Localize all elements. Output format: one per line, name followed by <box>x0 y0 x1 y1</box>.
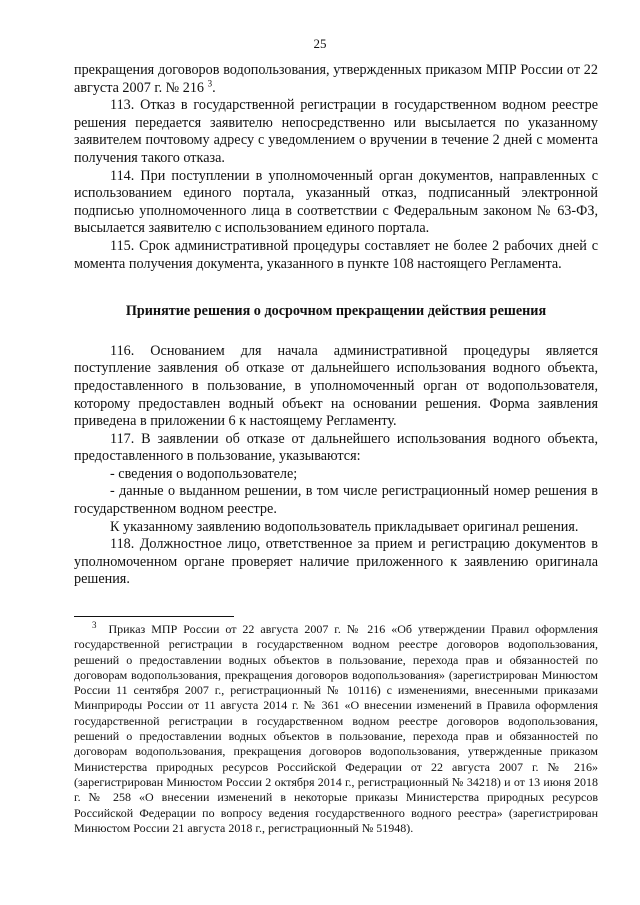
page-number: 25 <box>313 36 327 51</box>
footnote-text: $^3$ Приказ МПР России от 22 августа 2007 г. № 216 «Об утверждении Правил оформления государственной регистрации в государственном водном реестре договоров водопользования, решений о предоставлении водных объектов в пользование, перехода прав и обязанностей по договорам водопользования, прекращения договоров водопользования» (зарегистрирован Минюстом России 11 сентября 2007 г., регистрационный № 10116) с изменениями, внесенными приказами Минприроды России от 11 августа 2014 г. № 361 «О внесении изменений в Правила оформления государственной регистрации в государственном водном реестре договоров водопользования, решений о предоставлении водных объектов в пользование, перехода прав и обязанностей по договорам водопользования, прекращения договоров водопользования, утвержденные приказом Министерства природных ресурсов Российской Федерации от 22 августа 2007 г. № 216» (зарегистрирован Минюстом России 2 октября 2014 г., регистрационный № 34218) и от 13 июня 2018 г. № 258 «О внесении изменений в некоторые приказы Министерства природных ресурсов Российской Федерации по вопросу ведения государственного водного реестра» (зарегистрирован Минюстом России 21 августа 2018 г., регистрационный № 51948). <box>74 620 598 835</box>
footnote-divider <box>74 616 234 617</box>
paragraph-continued: прекращения договоров водопользования, утвержденных приказом МПР России от 22 августа 2007 г. № 216 $^3$. <box>74 62 598 96</box>
footnote <box>74 622 598 836</box>
list-item-decision-data: - данные о выданном решении, в том числе регистрационный номер решения в государственном водном реестре. <box>74 483 598 518</box>
paragraph-115: 115. Срок административной процедуры составляет не более 2 рабочих дней с момента получения документа, указанного в пункте 108 настоящего Регламента. <box>74 237 598 272</box>
paragraph-117: 117. В заявлении об отказе от дальнейшего использования водного объекта, предоставленного в пользование, указываются: <box>74 430 598 465</box>
paragraph-114: 114. При поступлении в уполномоченный орган документов, направленных с использованием единого портала, указанный отказ, подписанный электронной подписью уполномоченного лица в соответствии с Федеральным законом № 63-ФЗ, высылается заявителю с использованием единого портала. <box>74 167 598 237</box>
footnote-marker: 3 <box>92 620 97 630</box>
paragraph-116: 116. Основанием для начала административной процедуры является поступление заявления об отказе от дальнейшего использования водного объекта, предоставленного в пользование, в уполномоченный орган от водопользователя, которому предоставлен водный объект на основании решения. Форма заявления приведена в приложении 6 к настоящему Регламенту. <box>74 342 598 430</box>
paragraph-118: 118. Должностное лицо, ответственное за прием и регистрацию документов в уполномоченном органе проверяет наличие приложенного к заявлению оригинала решения. <box>74 536 598 588</box>
paragraph-113: 113. Отказ в государственной регистрации в государственном водном реестре решения передается заявителю непосредственно или высылается по указанному заявителем почтовому адресу с уведомлением о вручении в течение 2 дней с момента получения такого отказа. <box>74 97 598 166</box>
list-item-applicant-info: - сведения о водопользователе; <box>110 465 298 482</box>
document-body <box>74 62 598 589</box>
section-heading: Принятие решения о досрочном прекращении действия решения <box>125 303 547 320</box>
paragraph-attachment: К указанному заявлению водопользователь прикладывает оригинал решения. <box>110 518 579 535</box>
footnote-ref[interactable]: 3 <box>207 77 213 88</box>
